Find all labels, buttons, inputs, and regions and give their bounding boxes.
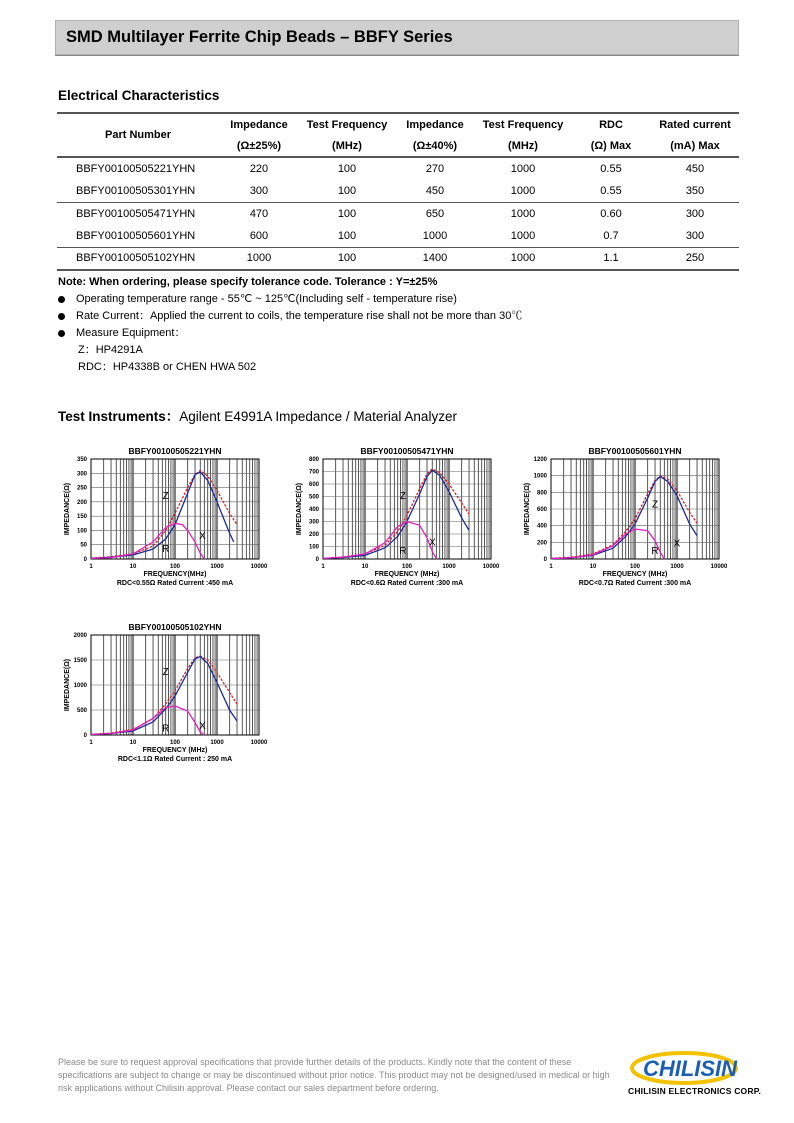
- curve-label-z: Z: [162, 491, 169, 502]
- curve-label-z: Z: [162, 667, 169, 678]
- y-tick-label: 0: [83, 557, 87, 563]
- notes-list: [58, 293, 522, 378]
- col-unit-impedance-25: (Ω±25%): [236, 139, 282, 152]
- table-cell: 300: [685, 229, 705, 242]
- table-cell: 100: [337, 184, 357, 197]
- y-tick-label: 250: [76, 485, 87, 492]
- col-unit-rdc: (Ω) Max: [590, 139, 632, 152]
- table-cell: BBFY00100505221YHN: [76, 162, 196, 175]
- y-tick-label: 1200: [533, 457, 547, 463]
- y-tick-label: 400: [536, 523, 547, 530]
- header-divider: [55, 55, 739, 56]
- chart-grid: [91, 459, 259, 559]
- chart-svg: [58, 444, 268, 596]
- col-header-impedance-25: Impedance: [230, 118, 288, 131]
- x-tick-label: 100: [401, 564, 413, 570]
- curve-label-x: X: [428, 537, 436, 549]
- chart-caption: RDC<0.7Ω Rated Current :300 mA: [578, 580, 692, 587]
- bullet-text: Operating temperature range - 55℃ ~ 125℃(Including self - temperature rise): [76, 293, 457, 305]
- curve-label-r: R: [399, 546, 407, 557]
- bullet-icon: [58, 330, 65, 337]
- table-cell: 100: [337, 162, 357, 175]
- list-item: [58, 310, 522, 327]
- table-row: [57, 180, 739, 203]
- list-item: [58, 293, 522, 310]
- curve-label-r: R: [162, 543, 170, 555]
- bullet-text: Measure Equipment：: [76, 327, 186, 339]
- table-cell: BBFY00100505102YHN: [76, 252, 196, 264]
- footer-disclaimer: Please be sure to request approval specifications that provide further details of the products. Kindly note that the content of these specifications are subject to change or may be discontinued without prior notice. This product may not be designed/used in medical or high risk applications without Chilisin approval. Please contact our sales department before ordering.: [58, 1057, 610, 1093]
- bullet-text: Rate Current：Applied the current to coils, the temperature rise shall not be more than 30℃: [76, 310, 523, 322]
- x-tick-label: 100: [169, 564, 181, 570]
- table-cell: 1000: [422, 229, 448, 242]
- chart-grid: [551, 459, 719, 559]
- x-tick-label: 10000: [250, 564, 268, 570]
- curve-label-z: Z: [399, 491, 406, 502]
- y-tick-label: 1500: [73, 658, 87, 664]
- curve-label-z: Z: [651, 499, 659, 511]
- impedance-chart-4: [58, 620, 268, 772]
- x-tick-label: 10000: [710, 564, 728, 570]
- table-cell: 0.60: [600, 207, 622, 220]
- chart-grid: [323, 459, 491, 559]
- y-tick-label: 0: [315, 557, 319, 563]
- y-tick-label: 150: [76, 514, 87, 521]
- table-cell: 1.1: [603, 252, 619, 264]
- curve-label-x: X: [673, 538, 681, 550]
- x-tick-label: 1000: [210, 564, 224, 570]
- x-tick-label: 1: [549, 564, 553, 570]
- y-tick-label: 350: [76, 457, 87, 463]
- table-cell: 470: [249, 207, 269, 220]
- x-tick-label: 100: [629, 564, 641, 570]
- table-cell: 1000: [510, 162, 536, 175]
- equipment-z: Z：HP4291A: [78, 344, 143, 356]
- table-cell: 1400: [422, 252, 448, 264]
- y-tick-label: 200: [76, 499, 87, 506]
- chart-title: BBFY00100505601YHN: [588, 446, 682, 456]
- col-unit-rated-current: (mA) Max: [670, 139, 720, 152]
- y-tick-label: 0: [543, 557, 547, 563]
- chart-svg: [290, 444, 500, 596]
- chart-caption: RDC<0.55Ω Rated Current :450 mA: [116, 580, 234, 587]
- table-cell: 0.7: [603, 229, 619, 242]
- table-cell: 1000: [246, 252, 272, 264]
- table-cell: BBFY00100505471YHN: [76, 207, 196, 220]
- y-axis-label: IMPEDANCE(Ω): [296, 482, 303, 536]
- impedance-chart-2: [290, 444, 500, 596]
- curve-label-x: X: [199, 531, 206, 542]
- chart-caption: RDC<0.6Ω Rated Current :300 mA: [350, 580, 464, 587]
- table-cell: 100: [337, 207, 357, 220]
- col-unit-test-frequency-1: (MHz): [332, 139, 362, 152]
- chart-title: BBFY00100505221YHN: [128, 446, 222, 456]
- table-cell: 450: [425, 184, 445, 197]
- x-tick-label: 10: [361, 564, 369, 570]
- x-tick-label: 10: [129, 564, 137, 570]
- y-tick-label: 200: [308, 532, 319, 538]
- x-tick-label: 1000: [210, 740, 224, 746]
- chart-title: BBFY00100505102YHN: [128, 622, 222, 632]
- electrical-title: Electrical Characteristics: [58, 88, 220, 103]
- table-row: [57, 157, 739, 180]
- y-tick-label: 300: [76, 471, 87, 478]
- x-tick-label: 10: [129, 740, 137, 746]
- ordering-note: Note: When ordering, please specify tolerance code. Tolerance : Y=±25%: [58, 276, 438, 288]
- col-header-test-frequency-1: Test Frequency: [306, 118, 388, 131]
- x-axis-label: FREQUENCY (MHz): [142, 747, 208, 754]
- test-instruments-label: Test Instruments：: [58, 409, 180, 424]
- electrical-table: [57, 112, 739, 271]
- table-cell: 220: [249, 162, 269, 175]
- y-tick-label: 500: [308, 494, 319, 501]
- impedance-chart-3: [518, 444, 728, 596]
- chart-grid: [91, 635, 259, 735]
- x-axis-label: FREQUENCY(MHz): [143, 571, 207, 578]
- logo-wordmark: CHILISIN: [642, 1056, 738, 1081]
- col-header-rated-current: Rated current: [659, 118, 731, 131]
- table-cell: 100: [337, 252, 357, 264]
- y-tick-label: 300: [308, 519, 319, 526]
- y-tick-label: 400: [308, 507, 319, 513]
- table-cell: 300: [685, 207, 705, 220]
- y-tick-label: 700: [308, 469, 319, 476]
- test-instruments: [58, 405, 457, 425]
- table-cell: 1000: [510, 184, 536, 197]
- col-header-part-number: Part Number: [104, 129, 172, 141]
- y-tick-label: 2000: [73, 633, 87, 639]
- y-axis-label: IMPEDANCE(Ω): [64, 482, 71, 536]
- impedance-chart-1: [58, 444, 268, 596]
- table-cell: 0.55: [600, 162, 622, 175]
- x-tick-label: 10: [589, 564, 597, 570]
- curve-label-r: R: [162, 723, 170, 735]
- page-title: SMD Multilayer Ferrite Chip Beads – BBFY Series: [66, 28, 453, 46]
- col-header-test-frequency-2: Test Frequency: [482, 118, 564, 131]
- bullet-icon: [58, 296, 65, 303]
- test-instruments-value: Agilent E4991A Impedance / Material Analyzer: [179, 409, 457, 424]
- table-cell: 650: [425, 207, 445, 220]
- x-tick-label: 10000: [482, 564, 500, 570]
- company-name: CHILISIN ELECTRONICS CORP.: [628, 1086, 762, 1096]
- x-tick-label: 100: [169, 740, 181, 746]
- table-cell: 100: [337, 229, 357, 242]
- y-tick-label: 0: [83, 733, 87, 739]
- table-cell: 600: [249, 229, 269, 242]
- y-axis-label: IMPEDANCE(Ω): [64, 658, 71, 712]
- y-axis-label: IMPEDANCE(Ω): [524, 482, 531, 536]
- x-tick-label: 1: [321, 564, 325, 570]
- col-header-impedance-40: Impedance: [406, 118, 464, 131]
- chart-svg: [518, 444, 728, 596]
- table-cell: 1000: [510, 207, 536, 220]
- y-tick-label: 200: [536, 540, 547, 547]
- table-row: [57, 247, 739, 270]
- x-axis-label: FREQUENCY (MHz): [374, 571, 440, 578]
- chart-title: BBFY00100505471YHN: [360, 446, 454, 456]
- y-tick-label: 800: [536, 490, 547, 497]
- table-row: [57, 202, 739, 225]
- table-cell: BBFY00100505301YHN: [76, 184, 196, 197]
- y-tick-label: 600: [536, 507, 547, 513]
- page-header: [55, 20, 739, 55]
- x-tick-label: 1000: [670, 564, 684, 570]
- table-cell: BBFY00100505601YHN: [76, 229, 196, 242]
- x-tick-label: 1000: [442, 564, 456, 570]
- y-tick-label: 1000: [73, 683, 87, 689]
- curve-label-r: R: [651, 546, 659, 557]
- table-cell: 270: [425, 162, 445, 175]
- chart-caption: RDC<1.1Ω Rated Current : 250 mA: [117, 756, 233, 763]
- table-cell: 350: [685, 184, 705, 197]
- table-cell: 250: [685, 252, 705, 264]
- x-axis-label: FREQUENCY (MHz): [602, 571, 668, 578]
- curve-label-x: X: [199, 721, 206, 732]
- x-tick-label: 1: [89, 564, 93, 570]
- y-tick-label: 100: [76, 528, 87, 535]
- bullet-icon: [58, 313, 65, 320]
- col-unit-impedance-40: (Ω±40%): [412, 139, 458, 152]
- col-header-rdc: RDC: [599, 118, 623, 131]
- y-tick-label: 500: [76, 708, 87, 714]
- x-tick-label: 1: [89, 740, 93, 746]
- equipment-rdc: RDC：HP4338B or CHEN HWA 502: [78, 361, 257, 373]
- table-cell: 0.55: [600, 184, 622, 197]
- col-unit-test-frequency-2: (MHz): [508, 139, 538, 152]
- y-tick-label: 800: [308, 457, 319, 463]
- x-tick-label: 10000: [250, 740, 268, 746]
- table-row: [57, 225, 739, 248]
- table-cell: 1000: [510, 229, 536, 242]
- table-cell: 450: [685, 162, 705, 175]
- list-item: [58, 327, 522, 344]
- table-cell: 300: [249, 184, 269, 197]
- y-tick-label: 100: [308, 544, 319, 551]
- y-tick-label: 50: [80, 542, 87, 549]
- y-tick-label: 600: [308, 482, 319, 488]
- chart-svg: [58, 620, 268, 772]
- y-tick-label: 1000: [533, 473, 547, 480]
- table-cell: 1000: [510, 252, 536, 264]
